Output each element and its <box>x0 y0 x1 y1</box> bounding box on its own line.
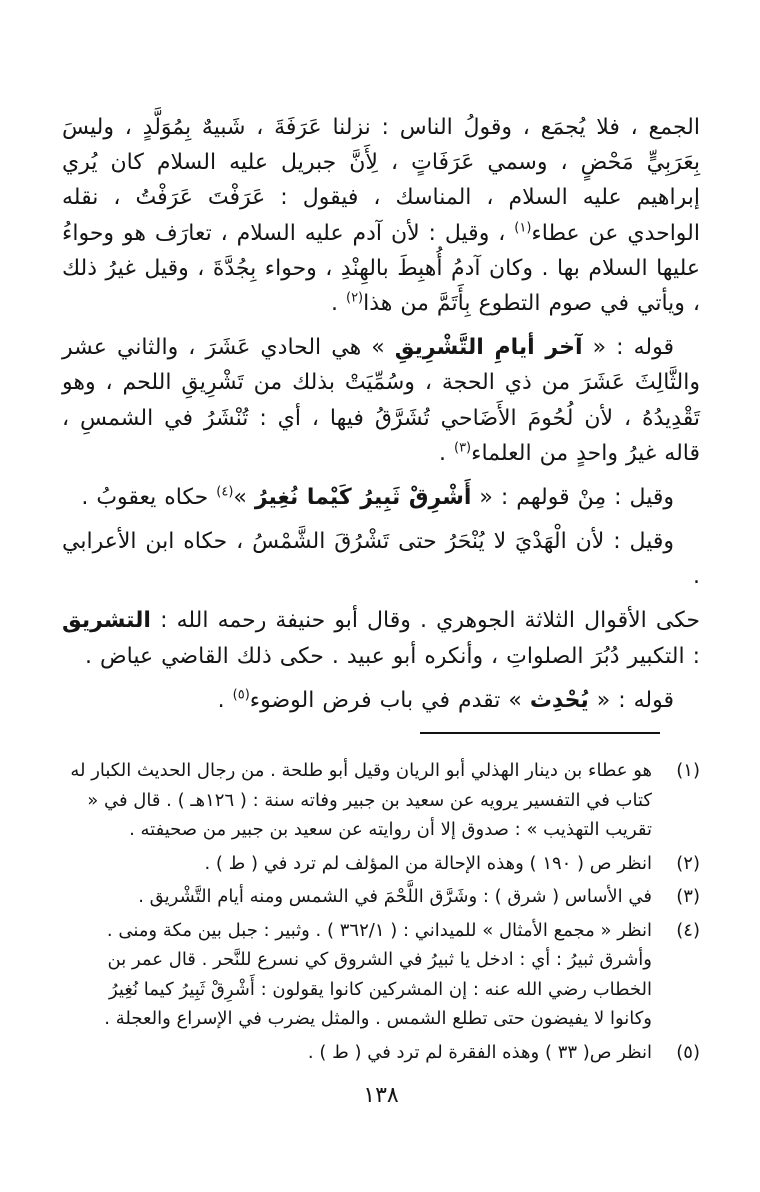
paragraph-6-text: قوله : « <box>588 687 674 713</box>
footnote-marker-3: (٣) <box>676 886 700 908</box>
footnote-item-2 <box>62 849 700 879</box>
footnote-ref-4: (٤) <box>216 484 234 500</box>
footnote-ref-2: (٢) <box>345 290 364 306</box>
footnote-ref-5: (٥) <box>232 687 250 703</box>
paragraph-2-text: » هي الحادي عَشَرَ ، والثاني عشر والثَّالِثَ عَشَرَ من ذي الحجة ، وسُمِّيَتْ بذلك من تَشْرِيقِ اللحم ، وهو تَقْدِيدُهُ ، لأن لُحُومَ الأَضَاحي تُشَرَّقُ فيها ، أي : تُنْشَرُ في الشمسِ ، قاله غيرُ واحدٍ من العلماء <box>62 335 700 466</box>
footnote-text-1: هو عطاء بن دينار الهذلي أبو الريان وقيل أبو طلحة . من رجال الحديث الكبار له كتاب في التفسير يرويه عن سعيد بن جبير وفاته سنة : ( ١٢٦هـ ) . قال في « تقريب التهذيب » : صدوق إلا أن روايته عن سعيد بن جبير من صحيفته . <box>70 760 652 841</box>
footnote-ref-1: (١) <box>514 220 532 236</box>
footnote-item-4 <box>62 916 700 1034</box>
body-paragraph-6 <box>62 683 700 718</box>
page-number: ١٣٨ <box>363 1083 399 1109</box>
paragraph-6-bold-phrase: يُحْدِث <box>529 687 589 713</box>
footnote-marker-2: (٢) <box>676 852 700 874</box>
footnote-marker-5: (٥) <box>676 1041 700 1063</box>
body-paragraph-4 <box>62 524 700 594</box>
body-paragraph-3 <box>62 480 700 515</box>
paragraph-6-text: » تقدم في باب فرض الوضوء <box>249 687 530 713</box>
footnote-text-3: في الأساس ( شرق ) : وشَرَّق اللَّحْمَ في الشمس ومنه أيام التَّشْريق . <box>138 886 652 908</box>
footnote-text-4: انظر « مجمع الأمثال » للميداني : ( ٣٦٢/١ ) . وثبير : جبل بين مكة ومنى . وأشرق ثبيرُ : أي : ادخل يا ثبيرُ في الشروق كي نسرع للنَّحر . قال عمر بن الخطاب رضي الله عنه : إن المشركين كانوا يقولون : أَشْرِقْ ثَبِيرُ كيما نُغِيرُ وكانوا لا يفيضون حتى تطلع الشمس . والمثل يضرب في الإسراع والعجلة . <box>104 919 652 1030</box>
paragraph-5-text: : التكبير دُبُرَ الصلواتِ ، وأنكره أبو عبيد . حكى ذلك القاضي عياض . <box>85 643 700 669</box>
footnote-text-5: انظر ص( ٣٣ ) وهذه الفقرة لم ترد في ( ط ) . <box>307 1041 652 1063</box>
paragraph-3-text: وقيل : مِنْ قولهم : « <box>471 484 674 510</box>
paragraph-3-text: » <box>233 484 255 510</box>
paragraph-3-bold-phrase: أَشْرِقْ ثَبِيرُ كَيْما نُغِيرُ <box>254 484 472 510</box>
footnote-marker-4: (٤) <box>676 919 700 941</box>
footnotes-section <box>62 756 700 1067</box>
paragraph-6-text: . <box>217 687 233 713</box>
body-paragraph-1 <box>62 110 700 321</box>
footnote-separator-rule <box>420 732 660 734</box>
paragraph-2-bold-phrase: آخر أيامِ التَّشْرِيقِ <box>394 335 583 361</box>
paragraph-4-text: وقيل : لأن الْهَدْيَ لا يُنْحَرُ حتى تَشْرُقَ الشَّمْسُ ، حكاه ابن الأعرابي . <box>62 529 700 590</box>
paragraph-5-text: حكى الأقوال الثلاثة الجوهري . وقال أبو حنيفة رحمه الله : <box>150 608 700 634</box>
footnote-item-3 <box>62 882 700 912</box>
footnote-item-5 <box>62 1038 700 1068</box>
body-paragraph-5 <box>62 603 700 673</box>
paragraph-2-text: . <box>438 440 454 466</box>
paragraph-3-text: حكاه يعقوبُ . <box>81 484 217 510</box>
footnote-marker-1: (١) <box>676 760 700 781</box>
footnote-item-1 <box>62 756 700 845</box>
footnote-ref-3: (٣) <box>453 440 472 456</box>
main-text-block <box>62 110 700 718</box>
footnote-text-2: انظر ص ( ١٩٠ ) وهذه الإحالة من المؤلف لم ترد في ( ط ) . <box>204 852 652 874</box>
paragraph-1-text: . <box>330 290 346 316</box>
paragraph-5-bold-phrase: التشريق <box>62 608 151 634</box>
paragraph-2-text: قوله : « <box>582 335 674 361</box>
paragraph-1-text: الجمع ، فلا يُجمَع ، وقولُ الناس : نزلنا عَرَفَةَ ، شَبيهٌ بِمُوَلَّدٍ ، وليسَ بِعَرَبِيٍّ مَحْضٍ ، وسمي عَرَفَاتٍ ، لِأَنَّ جبريل عليه السلام كان يُري إبراهيم عليه السلام ، المناسك ، فيقول : عَرَفْتَ عَرَفْتُ ، نقله الواحدي عن عطاء <box>62 115 700 246</box>
body-paragraph-2 <box>62 330 700 471</box>
paragraph-1-text: ، وقيل : لأن آدم عليه السلام ، تعارَف هو وحواءُ عليها السلام بها . وكان آدمُ أُهبِطَ بالهِنْدِ ، وحواء بِجُدَّةَ ، وقيل غيرُ ذلك ، ويأتي في صوم التطوع بِأَتَمَّ من هذا <box>62 220 700 316</box>
